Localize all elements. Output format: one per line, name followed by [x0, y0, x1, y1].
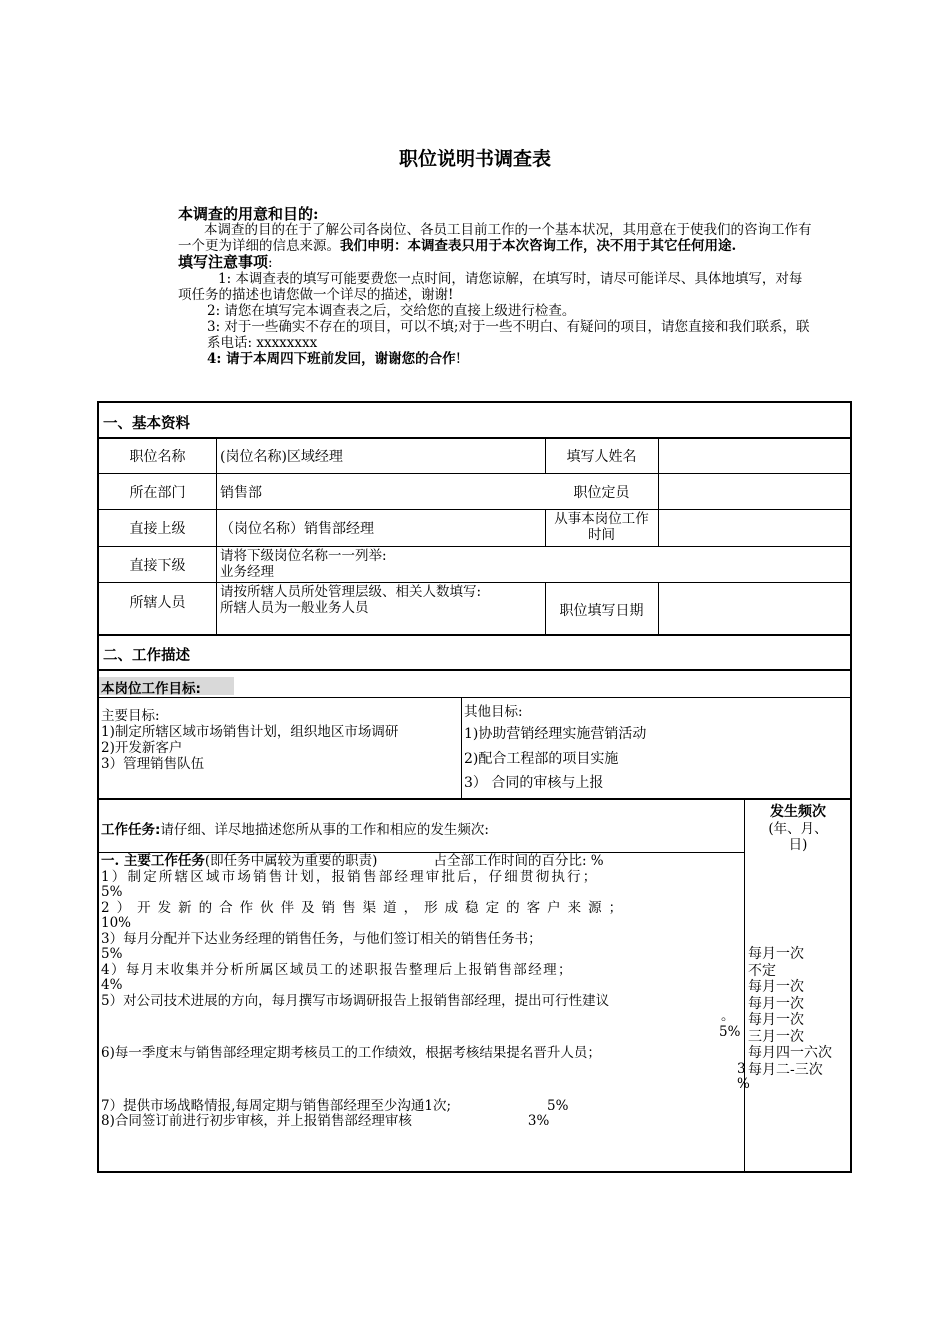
purpose-heading: 本调查的用意和目的: [178, 205, 319, 223]
task-7-text: 7）提供市场战略情报,每周定期与销售部经理至少沟通1次; [101, 1097, 452, 1114]
note-1: 1: 本调查表的填写可能要费您一点时间，请您谅解，在填写时，请尽可能详尽、具体地填写，对每项任务的描述也请您做一个详尽的描述，谢谢! [178, 271, 803, 303]
task-3: 3）每月分配并下达业务经理的销售任务，与他们签订相关的销售任务书； [101, 930, 542, 947]
dept-value: 销售部 [220, 485, 262, 501]
main-tasks-heading: 一. 主要工作任务 [101, 853, 205, 869]
tasks-heading: 工作任务: [101, 822, 161, 838]
main-tasks-note: (即任务中属较为重要的职责) [204, 853, 378, 869]
note-4-text: 4: 请于本周四下班前发回，谢谢您的合作 [207, 351, 456, 367]
freq-4: 每月一次 [748, 995, 804, 1012]
tasks-instruction: 请仔细、详尽地描述您所从事的工作和相应的发生频次: [160, 822, 489, 838]
task-2: 2）开发新的合作伙伴及销售渠道，形成稳定的客户来源； [101, 899, 630, 916]
headcount-field[interactable] [661, 475, 847, 507]
freq-8: 每月二-三次 [748, 1061, 823, 1078]
note-4 [178, 351, 814, 367]
main-goal-3: 3）管理销售队伍 [101, 756, 205, 772]
main-tasks-heading-row [101, 854, 741, 870]
freq-7: 每月四一六次 [748, 1045, 832, 1061]
section-basic-info-heading: 一、基本资料 [103, 416, 190, 432]
goal-heading: 本岗位工作目标: [99, 677, 234, 695]
page-title: 职位说明书调查表 [398, 148, 551, 170]
task-7-pct: 5% [547, 1097, 569, 1114]
task-5: 5）对公司技术进展的方向，每月撰写市场调研报告上报销售部经理，提出可行性建议 [101, 992, 610, 1009]
other-goals-label: 其他目标: [464, 704, 523, 720]
note-4-end: ! [455, 351, 462, 367]
task-4: 4）每月末收集并分析所属区域员工的述职报告整理后上报销售部经理； [101, 961, 573, 978]
tasks-heading-row [101, 818, 489, 838]
frequency-list [748, 946, 832, 1078]
task-3-pct: 5% [101, 946, 123, 962]
subordinate-hint: 请将下级岗位名称一一列举: [220, 548, 387, 564]
task-list [101, 853, 750, 1130]
superior-label: 直接上级 [129, 521, 186, 537]
subordinate-cell [220, 548, 540, 580]
freq-sub: (年、月、日) [768, 821, 828, 853]
task-1-pct: 5% [101, 884, 123, 900]
staff-cell [220, 584, 542, 616]
subordinate-label: 直接下级 [129, 558, 186, 574]
task-8 [101, 1114, 741, 1130]
staff-label: 所辖人员 [129, 595, 186, 611]
job-title-label: 职位名称 [129, 449, 186, 465]
other-goal-2: 2)配合工程部的项目实施 [464, 750, 619, 767]
task-6-pct-a: 3 [737, 1060, 746, 1077]
freq-3: 每月一次 [748, 979, 804, 995]
superior-value: （岗位名称）销售部经理 [220, 521, 374, 537]
note-2: 2: 请您在填写完本调查表之后，交给您的直接上级进行检查。 [207, 303, 576, 319]
freq-2: 不定 [748, 962, 776, 979]
fill-date-label: 职位填写日期 [559, 603, 644, 619]
task-5-dot: 。 [721, 1008, 735, 1024]
freq-header [744, 801, 852, 853]
freq-heading: 发生频次 [770, 804, 826, 820]
staff-value: 所辖人员为一般业务人员 [220, 600, 369, 616]
intro-block [178, 206, 814, 367]
other-goal-3: 3） 合同的审核与上报 [464, 775, 604, 791]
freq-1: 每月一次 [748, 946, 804, 962]
job-title-value: (岗位名称)区域经理 [220, 449, 343, 465]
staff-hint: 请按所辖人员所处管理层级、相关人数填写: [220, 584, 482, 600]
task-6-pct-b: % [737, 1076, 750, 1092]
task-6: 6)每一季度末与销售部经理定期考核员工的工作绩效，根据考核结果提名晋升人员； [101, 1045, 601, 1061]
subordinate-value: 业务经理 [220, 564, 274, 580]
percent-label: 占全部工作时间的百分比: % [433, 853, 604, 869]
notes-heading [178, 254, 814, 271]
purpose-text-1: 本调查的目的在于了解公司各岗位、各员工目前工作的一个基本状况，其用意在于使我们的咨询工作有一个更为详细的信息来源。 [178, 222, 812, 254]
section-work-desc-heading: 二、工作描述 [103, 648, 190, 664]
notes-heading-colon: : [268, 255, 273, 271]
tenure-field[interactable] [661, 511, 847, 544]
main-goal-1: 1)制定所辖区域市场销售计划，组织地区市场调研 [101, 724, 399, 740]
main-goals-label: 主要目标: [101, 708, 160, 724]
filler-name-field[interactable] [661, 439, 847, 471]
headcount-label: 职位定员 [573, 485, 630, 501]
task-8-text: 8)合同签订前进行初步审核，并上报销售部经理审核 [101, 1113, 412, 1129]
survey-form [97, 401, 852, 1173]
tenure-label: 从事本岗位工作时间 [554, 511, 649, 543]
dept-label: 所在部门 [129, 485, 186, 501]
other-goals [464, 702, 744, 796]
task-5-pct: 5% [719, 1023, 741, 1040]
task-7 [101, 1099, 741, 1115]
filler-name-label: 填写人姓名 [566, 449, 637, 465]
note-3: 3: 对于一些确实不存在的项目，可以不填;对于一些不明白、有疑问的项目，请您直接和我们联系，联系电话: xxxxxxxx [207, 319, 810, 351]
freq-5: 每月一次 [748, 1012, 804, 1028]
task-2-pct: 10% [101, 915, 132, 931]
notes-heading-text: 填写注意事项 [178, 253, 269, 271]
freq-6: 三月一次 [748, 1028, 804, 1045]
purpose-text-bold: 我们申明：本调查表只用于本次咨询工作，决不用于其它任何用途. [340, 238, 737, 254]
main-goals [101, 708, 457, 772]
task-4-pct: 4% [101, 977, 123, 993]
task-8-pct: 3% [527, 1113, 550, 1129]
other-goal-1: 1)协助营销经理实施营销活动 [464, 726, 647, 742]
task-1: 1）制定所辖区域市场销售计划，报销售部经理审批后，仔细贯彻执行； [101, 868, 599, 885]
purpose-text [178, 222, 814, 254]
main-goal-2: 2)开发新客户 [101, 740, 183, 756]
fill-date-field[interactable] [661, 584, 847, 632]
